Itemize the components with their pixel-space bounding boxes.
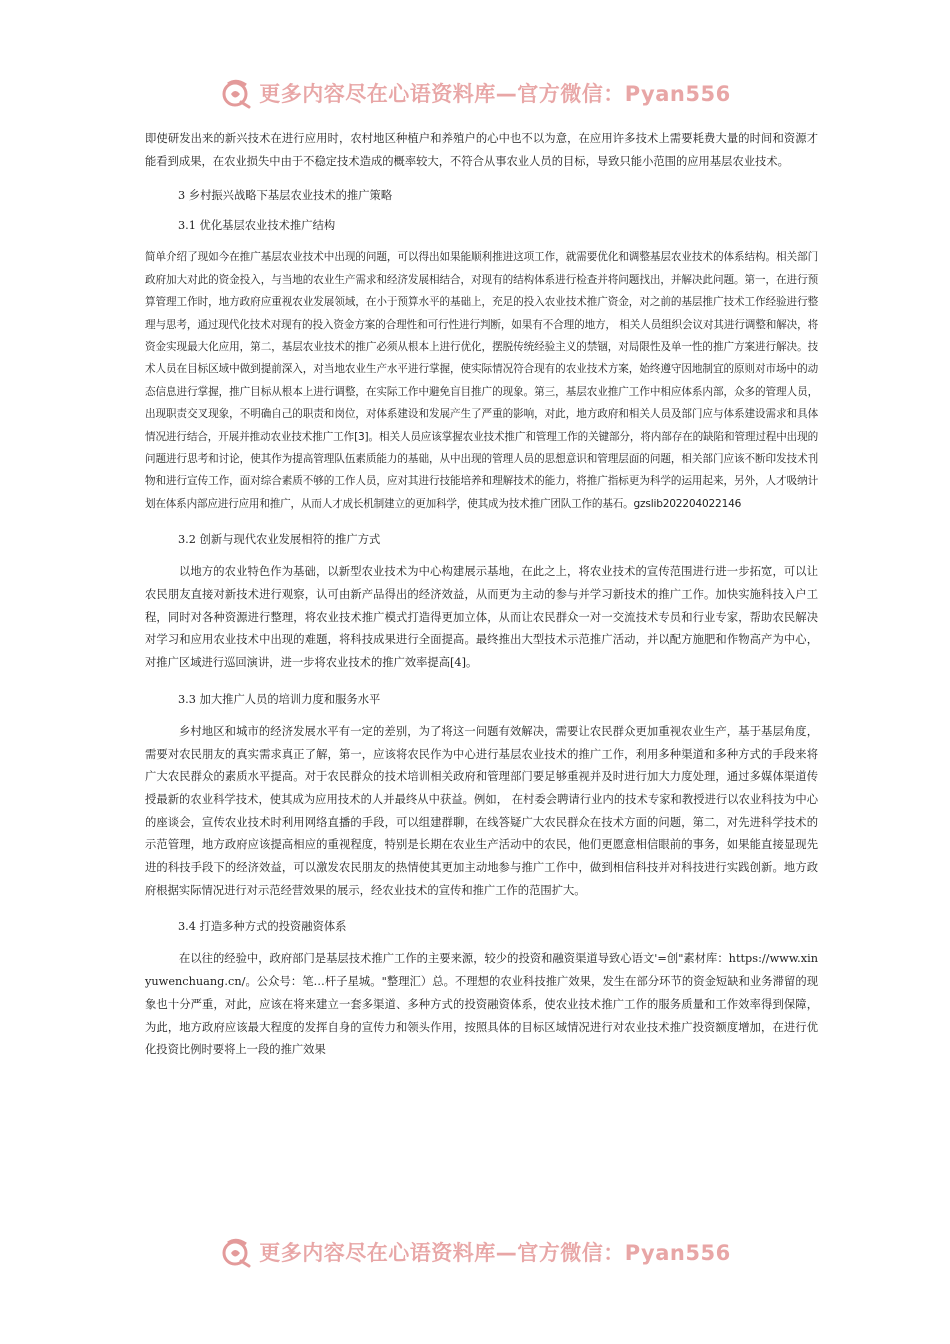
section-3-4-paragraph: 在以往的经验中，政府部门是基层技术推广工作的主要来源，较少的投资和融资渠道导致心语文'=创"素材库：https://www.xinyuwenchuang.cn/。公众号：笔…杆子星城。"整理汇）总。不理想的农业科技推广效果，发生在部分环节的资金短缺和业务滞留的现象也十分严重，对此，应该在将来建立一套多渠道、多种方式的投资融资体系，使农业技术推广工作的服务质量和工作效率得到保障，为此，地方政府应该最大程度的发挥自身的宣传力和领头作用，按照具体的目标区域情况进行对农业技术推广投资额度增加，在进行优化投资比例时要将上一段的推广效果 [145,952,818,1057]
section-3-heading: 3 乡村振兴战略下基层农业技术的推广策略 [178,189,393,203]
banner-text: 更多内容尽在心语资料库—官方微信：Pyan556 [259,82,731,106]
footer-banner [0,1232,950,1272]
section-3-2-heading: 3.2 创新与现代农业发展相符的推广方式 [178,533,381,547]
banner-text: 更多内容尽在心语资料库—官方微信：Pyan556 [259,1241,731,1265]
section-3-3-heading: 3.3 加大推广人员的培训力度和服务水平 [178,692,381,706]
document-body [145,128,818,1062]
intro-paragraph: 即使研发出来的新兴技术在进行应用时，农村地区种植户和养殖户的心中也不以为意，在应用许多技术上需要耗费大量的时间和资源才能看到成果，在农业损失中由于不稳定技术造成的概率较大，不符合从事农业人员的目标，导致只能小范围的应用基层农业技术。 [145,132,818,168]
section-3-1-paragraph: 简单介绍了现如今在推广基层农业技术中出现的问题，可以得出如果能顺利推进这项工作，就需要优化和调整基层农业技术的体系结构。相关部门政府加大对此的资金投入，与当地的农业生产需求和经济发展相结合，对现有的结构体系进行检查并将问题找出，并解决此问题。第一，在进行预算管理工作时，地方政府应重视农业发展领域，在小于预算水平的基础上，充足的投入农业技术推广资金，对之前的基层推广技术工作经验进行整理与思考，通过现代化技术对现有的投入资金方案的合理性和可行性进行判断，如果有不合理的地方， 相关人员组织会议对其进行调整和解决，将资金实现最大化应用，第二，基层农业技术的推广必须从根本上进行优化，摆脱传统经验主义的禁锢，对局限性及单一性的推广方案进行解决。技术人员在目标区域中做到提前深入，对当地农业生产水平进行掌握，使实际情况符合现有的农业技术方案，始终遵守因地制宜的原则对市场中的动态信息进行掌握，推广目标从根本上进行调整，在实际工作中避免盲目推广的现象。第三，基层农业推广工作中相应体系内部，众多的管理人员，出现职责交叉现象，不明确自己的职责和岗位，对体系建设和发展产生了严重的影响，对此，地方政府和相关人员及部门应与体系建设需求和具体情况进行结合，开展并推动农业技术推广工作[3]。相关人员应该掌握农业技术推广和管理工作的关键部分，将内部存在的缺陷和管理过程中出现的问题进行思考和讨论，使其作为提高管理队伍素质能力的基础，从中出现的管理人员的思想意识和管理层面的问题，相关部门应该不断印发技术刊物和进行宣传工作，面对综合素质不够的工作人员，应对其进行技能培养和理解技术的能力，将推广指标更为科学的运用起来，另外，人才吸纳计划在体系内部应进行应用和推广，从而人才成长机制建立的更加科学，使其成为技术推广团队工作的基石。gzslib202204022146 [145,251,818,510]
section-3-2-paragraph: 以地方的农业特色作为基础，以新型农业技术为中心构建展示基地，在此之上，将农业技术的宣传范围进行进一步拓宽，可以让农民朋友直接对新技术进行观察，认可由新产品得出的经济效益，从而更为主动的参与并学习新技术的推广工作。加快实施科技入户工程，同时对各种资源进行整理，将农业技术推广模式打造得更加立体，从而让农民群众一对一交流技术专员和行业专家，帮助农民解决对学习和应用农业技术中出现的难题，将科技成果进行全面提高。最终推出大型技术示范推广活动，并以配方施肥和作物高产为中心，对推广区域进行巡回演讲，进一步将农业技术的推广效率提高[4]。 [145,565,818,670]
library-logo-icon [219,76,253,110]
section-3-1-heading: 3.1 优化基层农业技术推广结构 [178,219,336,233]
section-3-3-paragraph: 乡村地区和城市的经济发展水平有一定的差别，为了将这一问题有效解决，需要让农民群众更加重视农业生产，基于基层角度，需要对农民朋友的真实需求真正了解，第一，应该将农民作为中心进行基层农业技术的推广工作，利用多种渠道和多种方式的手段来将广大农民群众的素质水平提高。对于农民群众的技术培训相关政府和管理部门要足够重视并及时进行加大力度处理，通过多媒体渠道传授最新的农业科学技术，使其成为应用技术的人并最终从中获益。例如， 在村委会聘请行业内的技术专家和教授进行以农业科技为中心的座谈会，宣传农业技术时利用网络直播的手段，可以组建群聊，在线答疑广大农民群众在技术方面的问题，第二，对先进科学技术的示范管理，地方政府应该提高相应的重视程度，特别是长期在农业生产活动中的农民，他们更愿意相信眼前的事务，如果能直接显现先进的科技手段下的经济效益，可以激发农民朋友的热情使其更加主动地参与推广工作中，做到相信科技并对科技进行实践创新。地方政府根据实际情况进行对示范经营效果的展示，经农业技术的宣传和推广工作的范围扩大。 [145,724,818,897]
section-3-4-heading: 3.4 打造多种方式的投资融资体系 [178,920,347,934]
library-logo-icon [219,1235,253,1269]
header-banner [0,73,950,113]
